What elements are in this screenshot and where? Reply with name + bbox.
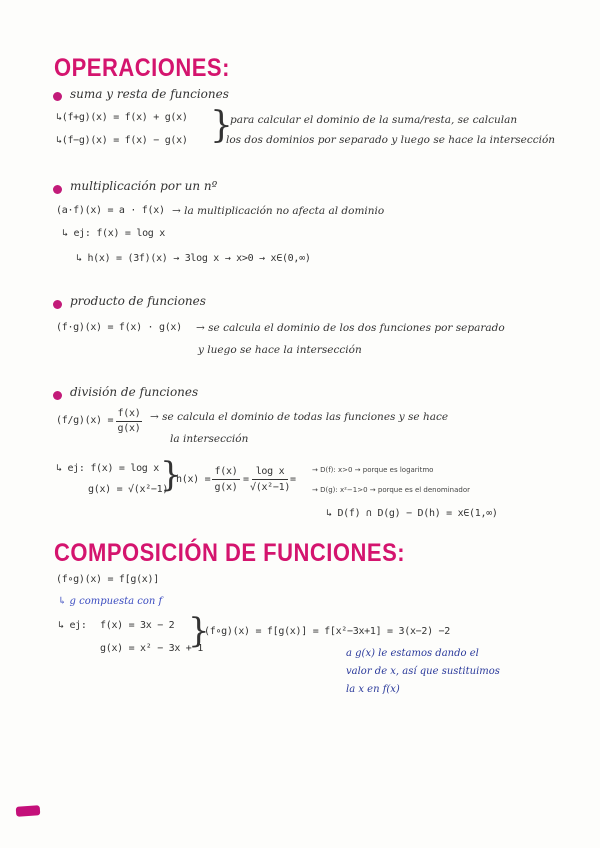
h-denominator-1: g(x) [214, 482, 238, 493]
h-equals: = [243, 474, 249, 485]
heading-division: división de funciones [70, 385, 199, 399]
fraction-bar [116, 421, 142, 422]
note-composicion-2: valor de x, así que sustituimos [346, 666, 500, 677]
brace-icon: } [210, 105, 233, 146]
bullet-icon [53, 391, 62, 400]
example-division-g: g(x) = √(x²−1) [88, 484, 169, 495]
note-suma-2: los dos dominios por separado y luego se hace la intersección [226, 134, 556, 146]
note-multiplicacion: → la multiplicación no afecta al dominio [172, 205, 385, 217]
example-division-f: ↳ ej: f(x) = log x [56, 463, 159, 474]
fraction-bar [212, 479, 240, 480]
formula-suma: ↳(f+g)(x) = f(x) + g(x) [56, 112, 188, 123]
bullet-icon [53, 300, 62, 309]
title-composicion: COMPOSICIÓN DE FUNCIONES: [54, 538, 406, 567]
formula-division-lhs: (f/g)(x) = [56, 415, 114, 426]
bullet-icon [53, 92, 62, 101]
note-composicion-1: a g(x) le estamos dando el [346, 648, 479, 659]
fraction-denominator: g(x) [117, 423, 141, 434]
example-g: g(x) = x² − 3x + 1 [100, 643, 203, 654]
example-label: ↳ ej: [58, 620, 87, 631]
h-label: h(x) = [176, 474, 211, 485]
bullet-icon [53, 185, 62, 194]
brace-icon: } [188, 611, 210, 651]
domain-h: ↳ D(f) ∩ D(g) − D(h) = x∈(1,∞) [326, 508, 498, 519]
h-numerator-1: f(x) [214, 466, 238, 477]
heading-producto: producto de funciones [70, 294, 206, 308]
note-division-1: → se calcula el dominio de todas las funciones y se hace [150, 411, 449, 423]
note-suma-1: para calcular el dominio de la suma/resta, se calculan [230, 114, 518, 126]
domain-f: → D(f): x>0 → porque es logaritmo [312, 466, 434, 474]
formula-resta: ↳(f−g)(x) = f(x) − g(x) [56, 135, 188, 146]
brace-icon: } [160, 455, 182, 495]
page-marker [16, 805, 41, 817]
fraction-numerator: f(x) [117, 408, 141, 419]
heading-multiplicacion: multiplicación por un nº [70, 179, 218, 193]
example-multiplicacion: ↳ ej: f(x) = log x [62, 228, 165, 239]
formula-composicion: (f∘g)(x) = f[g(x)] [56, 574, 159, 585]
h-numerator-2: log x [255, 466, 285, 477]
title-operaciones: OPERACIONES: [54, 53, 230, 82]
formula-producto: (f·g)(x) = f(x) · g(x) [56, 322, 182, 333]
heading-suma: suma y resta de funciones [70, 87, 229, 101]
note-producto-1: → se calcula el dominio de los dos funciones por separado [196, 322, 505, 334]
note-division-2: la intersección [170, 433, 249, 445]
note-producto-2: y luego se hace la intersección [198, 344, 362, 356]
composicion-result: (f∘g)(x) = f[g(x)] = f[x²−3x+1] = 3(x−2) −2 [204, 626, 450, 637]
note-composicion-3: la x en f(x) [346, 684, 400, 695]
domain-g: → D(g): x²−1>0 → porque es el denominador [312, 486, 470, 494]
result-multiplicacion: ↳ h(x) = (3f)(x) → 3log x → x>0 → x∈(0,∞) [76, 253, 311, 264]
h-equals-2: = [290, 474, 296, 485]
composicion-description: ↳ g compuesta con f [58, 596, 163, 607]
h-denominator-2: √(x²−1) [250, 482, 291, 493]
example-f: f(x) = 3x − 2 [100, 620, 175, 631]
fraction-bar [252, 479, 288, 480]
formula-multiplicacion: (a·f)(x) = a · f(x) [56, 205, 165, 216]
